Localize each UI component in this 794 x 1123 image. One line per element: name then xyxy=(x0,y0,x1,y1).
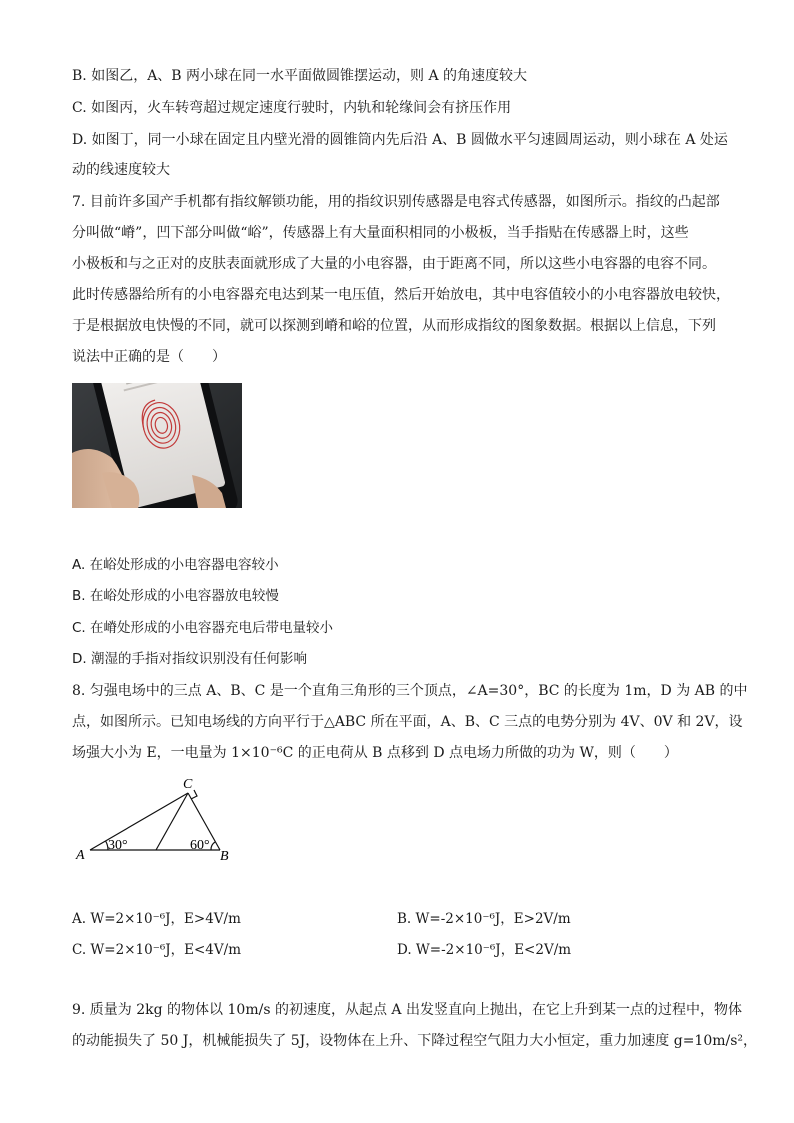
fingerprint-phone-photo xyxy=(72,383,242,508)
q7-option-b: B. 在峪处形成的小电容器放电较慢 xyxy=(72,588,279,604)
triangle-figure xyxy=(70,775,240,865)
angle-b-label: 60° xyxy=(190,838,210,853)
q8-text-line-2: 点，如图所示。已知电场线的方向平行于△ABC 所在平面，A、B、C 三点的电势分别为 4V、0V 和 2V，设 xyxy=(72,714,743,730)
q7-text-line-3: 小极板和与之正对的皮肤表面就形成了大量的小电容器，由于距离不同，所以这些小电容器的电容不同。 xyxy=(72,256,716,272)
q8-text-line-3: 场强大小为 E，一电量为 1×10⁻⁶C 的正电荷从 B 点移到 D 点电场力所做的功为 W，则（ ） xyxy=(72,745,678,761)
q8-option-c: C. W=2×10⁻⁶J，E<4V/m xyxy=(72,942,242,958)
vertex-b-label: B xyxy=(220,849,229,864)
angle-a-label: 30° xyxy=(108,838,128,853)
q8-text-line-1: 8. 匀强电场中的三点 A、B、C 是一个直角三角形的三个顶点，∠A=30°，BC 的长度为 1m，D 为 AB 的中 xyxy=(72,683,748,699)
angle-b-arc xyxy=(211,842,215,850)
q7-text-line-4: 此时传感器给所有的小电容器充电达到某一电压值，然后开始放电，其中电容值较小的小电容器放电较快， xyxy=(72,287,730,303)
q8-option-a: A. W=2×10⁻⁶J，E>4V/m xyxy=(72,911,241,927)
option-d-line-cont: 动的线速度较大 xyxy=(72,162,170,178)
q8-option-d: D. W=-2×10⁻⁶J，E<2V/m xyxy=(397,942,572,958)
q7-option-a: A. 在峪处形成的小电容器电容较小 xyxy=(72,557,279,573)
q7-option-d: D. 潮湿的手指对指纹识别没有任何影响 xyxy=(72,651,307,667)
segment-cd xyxy=(156,793,188,850)
option-c-line: C. 如图丙，火车转弯超过规定速度行驶时，内轨和轮缘间会有挤压作用 xyxy=(72,100,512,116)
q9-text-line-2: 的动能损失了 50 J，机械能损失了 5J，设物体在上升、下降过程空气阻力大小恒定，重力加速度 g=10m/s²， xyxy=(72,1033,758,1049)
q7-text-line-5: 于是根据放电快慢的不同，就可以探测到嵴和峪的位置，从而形成指纹的图象数据。根据以上信息，下列 xyxy=(72,318,716,334)
option-d-line: D. 如图丁，同一小球在固定且内壁光滑的圆锥筒内先后沿 A、B 圆做水平匀速圆周运动，则小球在 A 处运 xyxy=(72,132,728,148)
q7-text-line-1: 7. 目前许多国产手机都有指纹解锁功能，用的指纹识别传感器是电容式传感器，如图所示。指纹的凸起部 xyxy=(72,194,720,210)
vertex-c-label: C xyxy=(183,777,193,792)
q7-text-line-2: 分叫做“嵴”，凹下部分叫做“峪”，传感器上有大量面积相同的小极板，当手指贴在传感器上时，这些 xyxy=(72,225,689,241)
q8-option-b: B. W=-2×10⁻⁶J，E>2V/m xyxy=(397,911,571,927)
q9-text-line-1: 9. 质量为 2kg 的物体以 10m/s 的初速度，从起点 A 出发竖直向上抛出，在它上升到某一点的过程中，物体 xyxy=(72,1002,742,1018)
vertex-a-label: A xyxy=(76,848,85,863)
side-ac xyxy=(90,793,188,850)
q7-option-c: C. 在嵴处形成的小电容器充电后带电量较小 xyxy=(72,620,334,636)
option-b-line: B. 如图乙，A、B 两小球在同一水平面做圆锥摆运动，则 A 的角速度较大 xyxy=(72,68,528,84)
q7-text-line-6: 说法中正确的是（ ） xyxy=(72,349,226,365)
